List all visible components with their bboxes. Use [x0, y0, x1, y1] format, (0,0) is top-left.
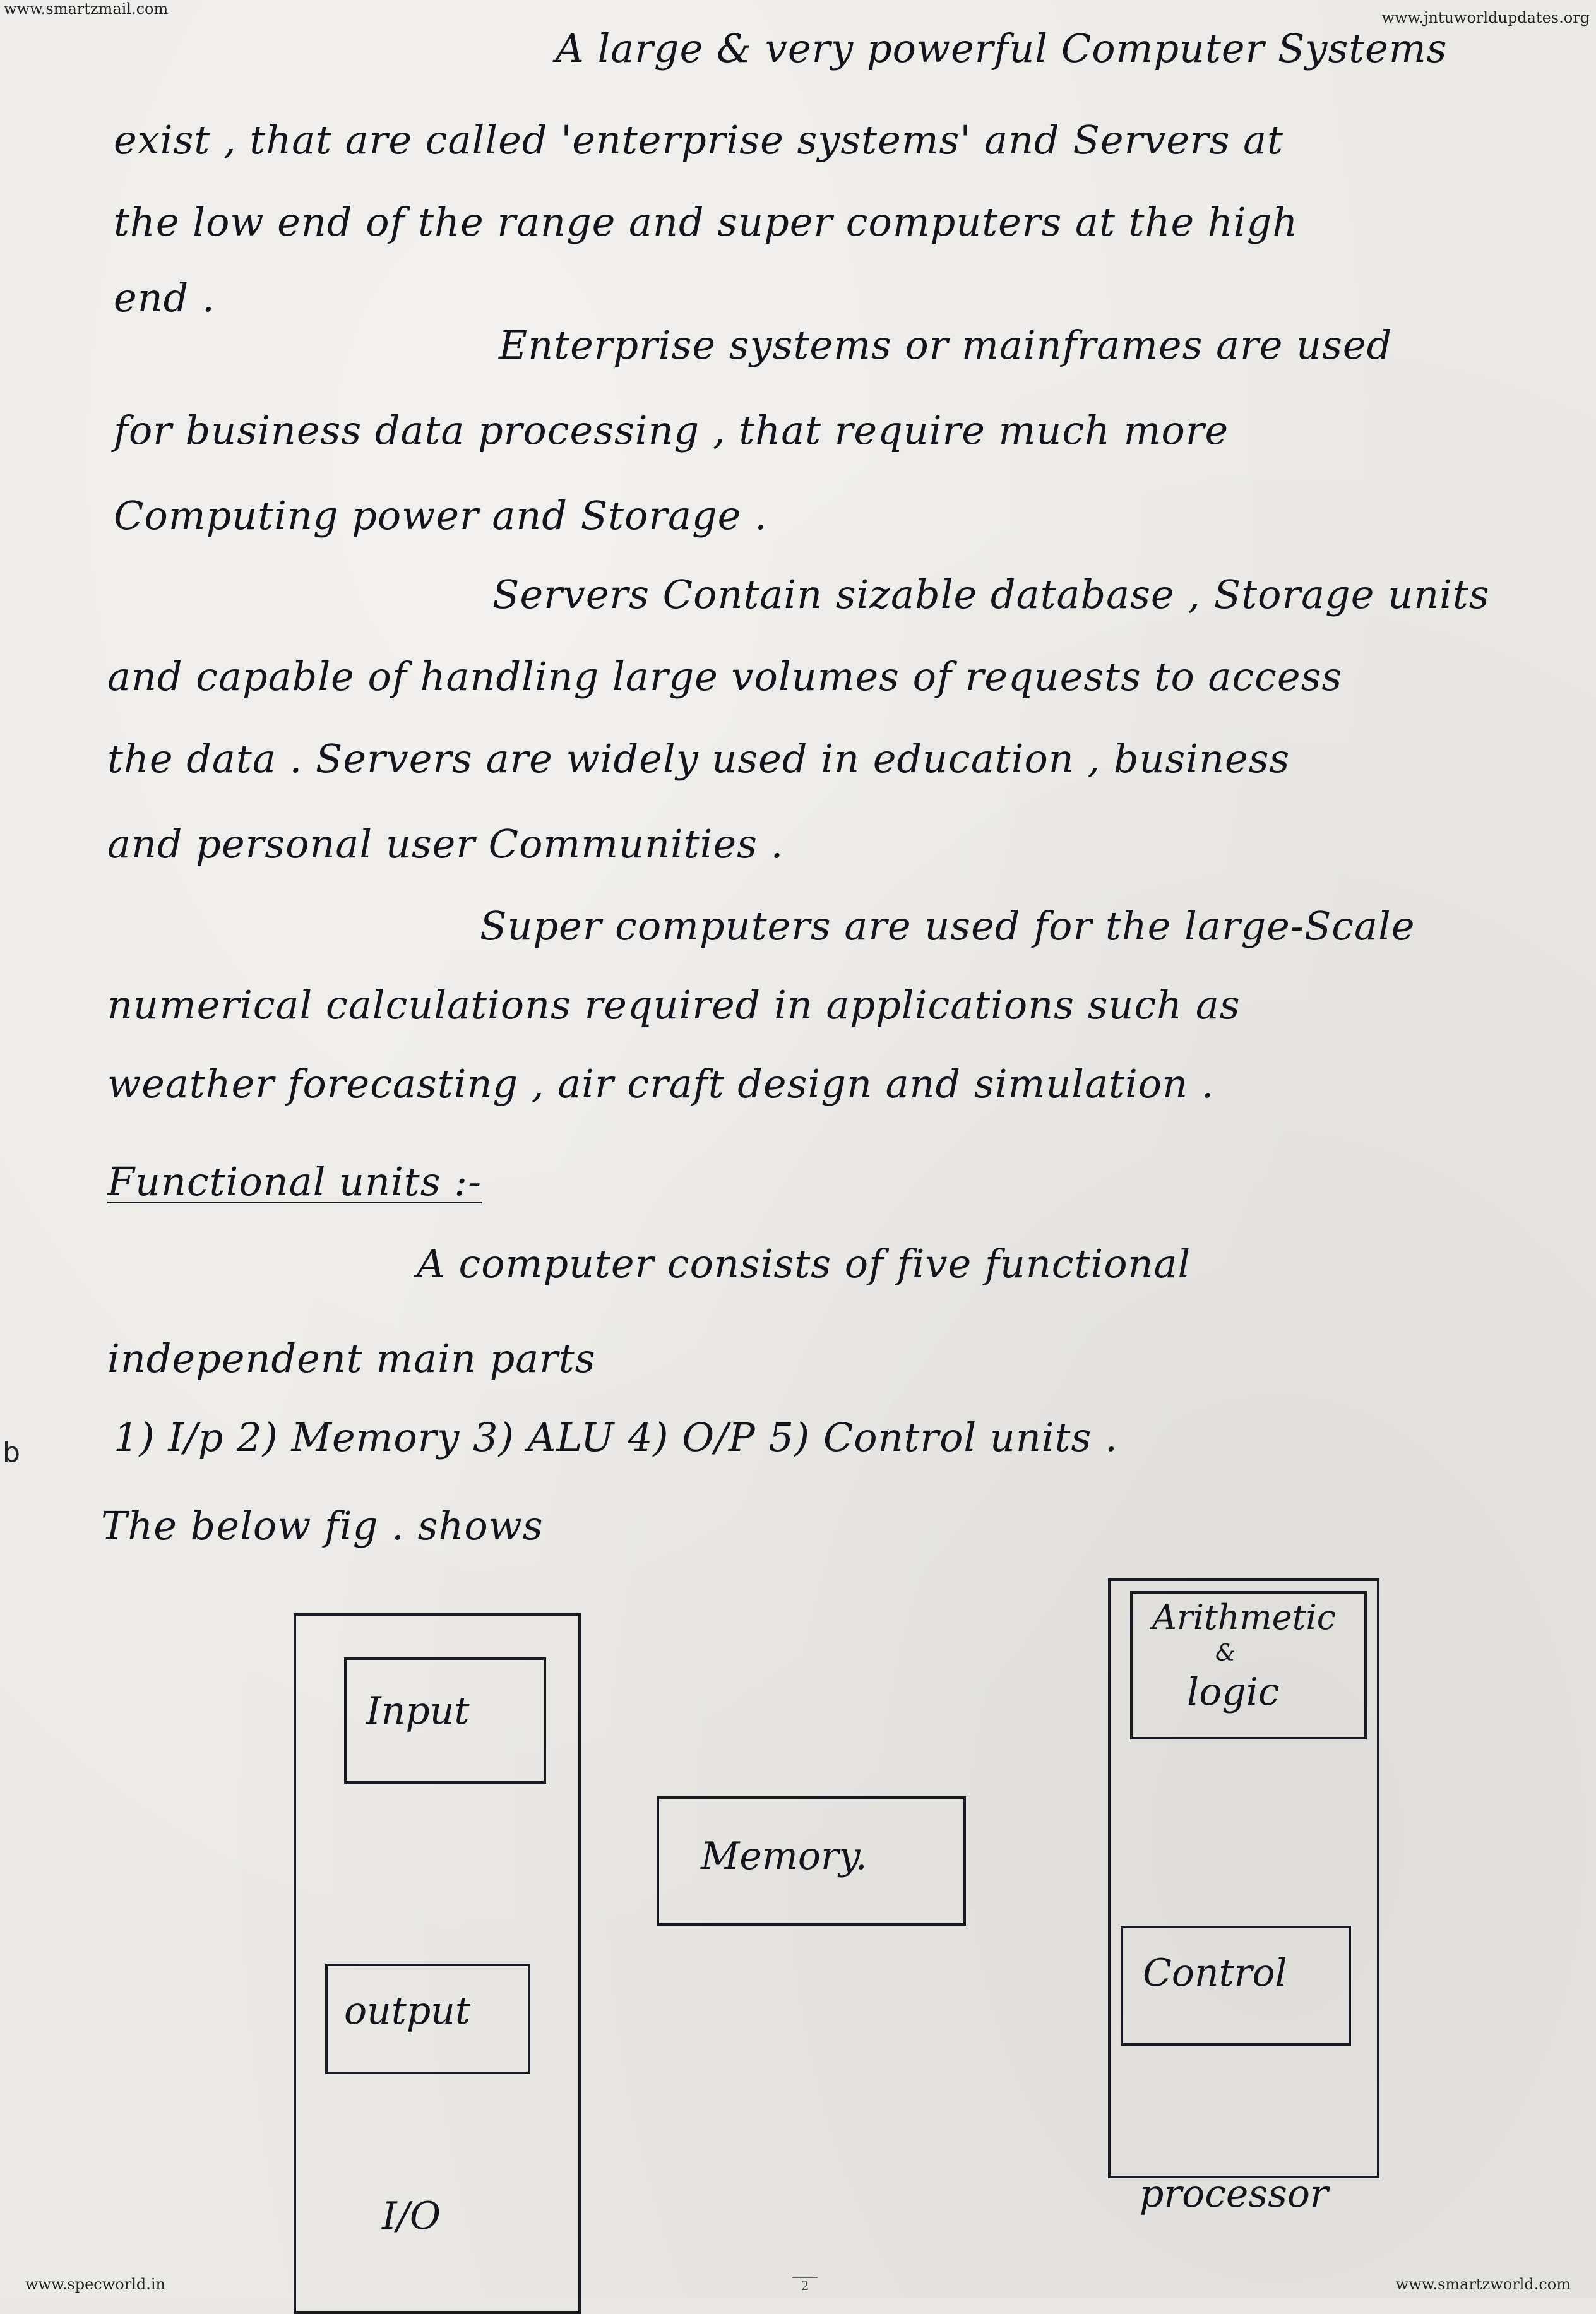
input-label: Input	[366, 1689, 470, 1733]
body-line-5: Enterprise systems or mainframes are used	[499, 322, 1393, 368]
alu-label-3: logic	[1187, 1670, 1280, 1714]
processor-label: processor	[1140, 2172, 1328, 2216]
section-line-4: The below fig . shows	[101, 1503, 544, 1549]
margin-mark: b	[3, 1436, 20, 1469]
body-line-2: exist , that are called 'enterprise systems' and Servers at	[114, 117, 1283, 163]
section-line-1: A computer consists of five functional	[417, 1241, 1191, 1287]
section-line-3: 1) I/p 2) Memory 3) ALU 4) O/P 5) Control units .	[114, 1414, 1118, 1460]
body-line-4: end .	[114, 275, 215, 321]
watermark-bottom-right: www.smartzworld.com	[1395, 2275, 1571, 2293]
watermark-top-left: www.smartzmail.com	[4, 0, 169, 18]
section-heading: Functional units :-	[107, 1159, 482, 1205]
alu-label-1: Arithmetic	[1152, 1597, 1336, 1637]
page-number: 2	[792, 2277, 818, 2293]
watermark-bottom-left: www.specworld.in	[25, 2275, 165, 2293]
body-line-1: A large & very powerful Computer Systems	[556, 25, 1448, 71]
body-line-7: Computing power and Storage .	[114, 492, 768, 539]
alu-label-2: &	[1215, 1640, 1236, 1666]
body-line-14: weather forecasting , air craft design and simulation .	[107, 1061, 1215, 1107]
body-line-3: the low end of the range and super computers at the high	[114, 199, 1299, 245]
body-line-6: for business data processing , that require much more	[114, 407, 1229, 453]
watermark-top-right: www.jntuworldupdates.org	[1381, 9, 1590, 27]
body-line-13: numerical calculations required in applications such as	[107, 982, 1241, 1028]
body-line-11: and personal user Communities .	[107, 821, 784, 867]
output-label: output	[344, 1989, 471, 2033]
io-label: I/O	[382, 2194, 441, 2238]
memory-label: Memory.	[701, 1834, 867, 1878]
section-line-2: independent main parts	[107, 1335, 596, 1381]
control-label: Control	[1143, 1951, 1287, 1995]
body-line-8: Servers Contain sizable database , Storage units	[492, 571, 1490, 617]
body-line-12: Super computers are used for the large-Scale	[480, 903, 1415, 949]
body-line-9: and capable of handling large volumes of requests to access	[107, 653, 1343, 700]
body-line-10: the data . Servers are widely used in education , business	[107, 736, 1290, 782]
